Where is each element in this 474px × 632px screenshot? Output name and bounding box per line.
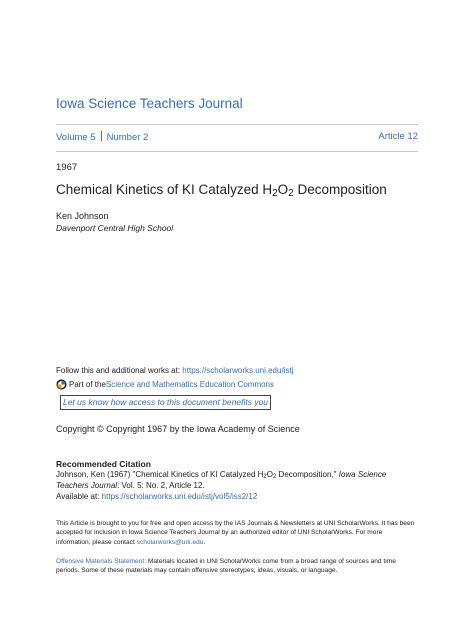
issue-row (56, 131, 418, 143)
offensive-statement-link[interactable]: Offensive Materials Statement: (56, 558, 147, 565)
follow-line: Follow this and additional works at: https://scholarworks.uni.edu/istj (56, 366, 294, 375)
author-name: Ken Johnson (56, 211, 109, 221)
part-of-line: Part of the Science and Mathematics Education Commons (56, 379, 274, 390)
offensive-materials-statement: Offensive Materials Statement: Materials located in UNI ScholarWorks come from a broad range of sources and time periods. Some of these materials may contain offensive stereotypes, ideas, visuals, or language. (56, 558, 396, 575)
issue-separator (101, 131, 102, 141)
istj-link[interactable]: https://scholarworks.uni.edu/istj (182, 366, 294, 375)
number-link[interactable]: Number 2 (106, 132, 149, 143)
divider-top (56, 124, 418, 125)
article-title: Chemical Kinetics of KI Catalyzed $H_2O_2$ Decomposition (56, 182, 387, 199)
volume-link[interactable]: Volume 5 (56, 132, 96, 143)
author-affiliation: Davenport Central High School (56, 223, 174, 233)
bepress-commons-icon (56, 379, 67, 390)
access-notice: This Article is brought to you for free and open access by the IAS Journals & Newsletters at UNI ScholarWorks. It has been accepted for inclusion in Iowa Science Teachers Journal by an authorized editor of UNI ScholarWorks. For more information, please contact scholarworks@uni.edu. (56, 520, 415, 546)
divider-bottom (56, 151, 418, 152)
publication-year: 1967 (56, 162, 78, 173)
citation-url-link[interactable]: https://scholarworks.uni.edu/istj/vol5/iss2/12 (101, 492, 258, 501)
article-link[interactable]: Article 12 (378, 131, 418, 142)
copyright-statement: Copyright © Copyright 1967 by the Iowa Academy of Science (56, 424, 300, 434)
journal-title-link[interactable]: Iowa Science Teachers Journal (56, 96, 243, 111)
citation-heading: Recommended Citation (56, 459, 151, 469)
citation-text: Johnson, Ken (1967) "Chemical Kinetics of KI Catalyzed $H_2O_2$ Decomposition," Iowa Science Teachers Journal: Vol. 5: No. 2, Article 12. Available at: https://scholarworks.uni.edu/istj/vol5/iss2/12 (56, 470, 387, 501)
commons-link[interactable]: Science and Mathematics Education Commons (105, 380, 275, 389)
contact-email-link[interactable]: scholarworks@uni.edu (136, 538, 204, 546)
feedback-link-button[interactable]: Let us know how access to this document benefits you (60, 395, 271, 410)
